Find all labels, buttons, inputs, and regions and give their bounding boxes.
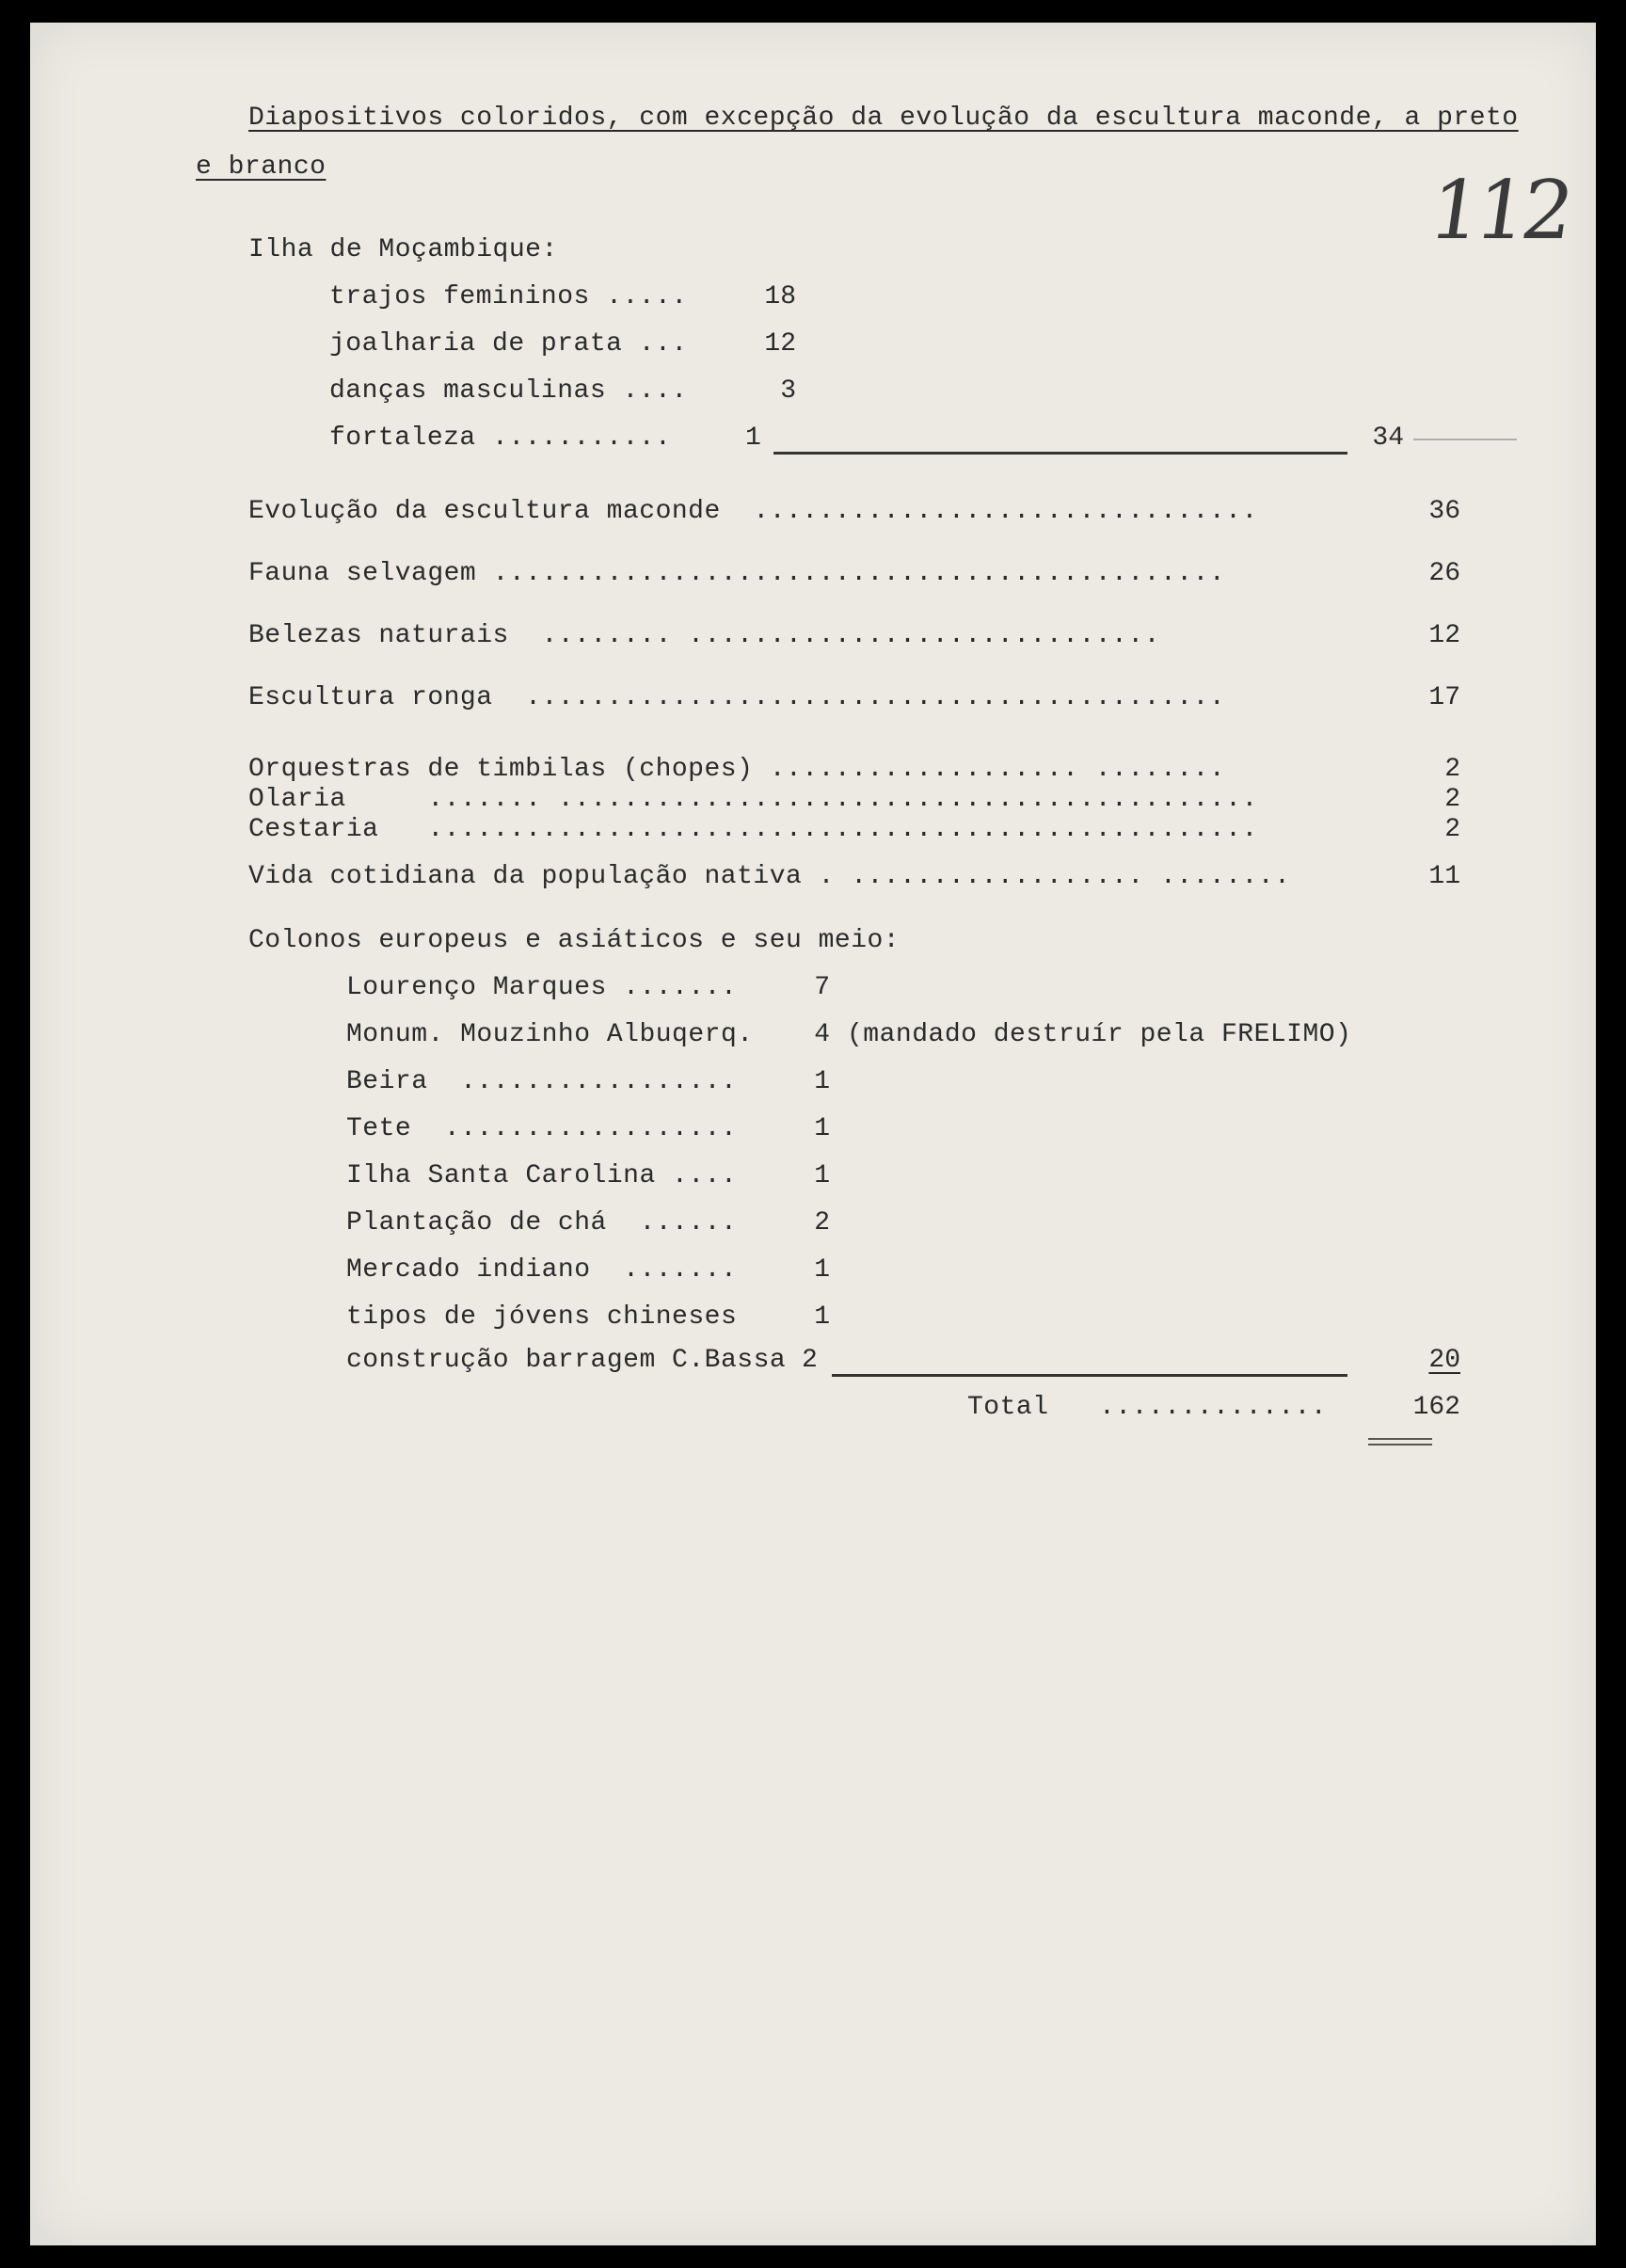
ilha-item-value: 1 (745, 423, 761, 453)
subtotal-rule (773, 452, 1347, 455)
ilha-item-label: danças masculinas .... (329, 376, 688, 406)
category-label: Escultura ronga ........................................... (248, 683, 1226, 712)
colonos-heading: Colonos europeus e asiáticos e seu meio: (248, 926, 901, 955)
colonos-item-value: 1 (814, 1255, 830, 1285)
category-label: Cestaria ................................................... (248, 815, 1258, 844)
colonos-item-value: 4 (814, 1020, 830, 1049)
colonos-item-label: Mercado indiano ....... (346, 1255, 738, 1285)
colonos-item-label: Tete .................. (346, 1114, 738, 1143)
category-label: Olaria ....... ........................................... (248, 785, 1258, 814)
colonos-item-value: 1 (814, 1161, 830, 1190)
colonos-item-value: 1 (814, 1302, 830, 1332)
category-label: Orquestras de timbilas (chopes) ................... ........ (248, 755, 1226, 784)
ilha-item-label: fortaleza ........... (329, 423, 672, 453)
double-rule (1368, 1444, 1432, 1445)
total-dots: .............. (1099, 1393, 1328, 1422)
handwritten-folio-number: 112 (1423, 164, 1575, 258)
colonos-item-label: tipos de jóvens chineses (346, 1302, 738, 1332)
category-value: 2 (1444, 785, 1460, 814)
ilha-item-value: 18 (764, 282, 796, 311)
colonos-item-label: Plantação de chá ...... (346, 1208, 738, 1238)
header-line-2: e branco (196, 152, 327, 182)
colonos-item-value: 2 (814, 1208, 830, 1238)
ilha-item-value: 12 (764, 329, 796, 359)
category-value: 2 (1444, 815, 1460, 844)
colonos-item-value: 1 (814, 1067, 830, 1096)
subtotal-rule (832, 1374, 1347, 1377)
category-label: Fauna selvagem ............................................. (248, 559, 1226, 588)
colonos-item-label: construção barragem C.Bassa (346, 1346, 787, 1375)
total-label: Total (967, 1393, 1049, 1422)
ilha-subtotal: 34 (1372, 423, 1404, 453)
colonos-item-label: Ilha Santa Carolina .... (346, 1161, 738, 1190)
double-rule (1368, 1438, 1432, 1440)
document-page (30, 23, 1596, 2245)
category-label: Belezas naturais ........ ............................. (248, 621, 1160, 650)
ilha-item-label: trajos femininos ..... (329, 282, 688, 311)
category-value: 12 (1428, 621, 1460, 650)
total-value: 162 (1412, 1393, 1460, 1422)
category-value: 11 (1428, 862, 1460, 891)
category-value: 26 (1428, 559, 1460, 588)
colonos-item-label: Monum. Mouzinho Albuqerq. (346, 1020, 754, 1049)
colonos-item-value: 1 (814, 1114, 830, 1143)
colonos-item-note: (mandado destruír pela FRELIMO) (847, 1020, 1352, 1049)
category-value: 2 (1444, 755, 1460, 784)
ilha-heading: Ilha de Moçambique: (248, 235, 558, 264)
colonos-item-label: Beira ................. (346, 1067, 738, 1096)
category-label: Vida cotidiana da população nativa . .................. ........ (248, 862, 1291, 891)
colonos-subtotal: 20 (1428, 1346, 1460, 1375)
ilha-item-value: 3 (780, 376, 796, 406)
colonos-item-value: 7 (814, 973, 830, 1002)
category-value: 17 (1428, 683, 1460, 712)
category-value: 36 (1428, 497, 1460, 526)
pencil-mark (1413, 439, 1517, 440)
category-label: Evolução da escultura maconde ............................... (248, 497, 1258, 526)
colonos-item-value: 2 (802, 1346, 818, 1375)
colonos-item-label: Lourenço Marques ....... (346, 973, 738, 1002)
ilha-item-label: joalharia de prata ... (329, 329, 688, 359)
header-line-1: Diapositivos coloridos, com excepção da evolução da escultura maconde, a preto (248, 104, 1519, 133)
